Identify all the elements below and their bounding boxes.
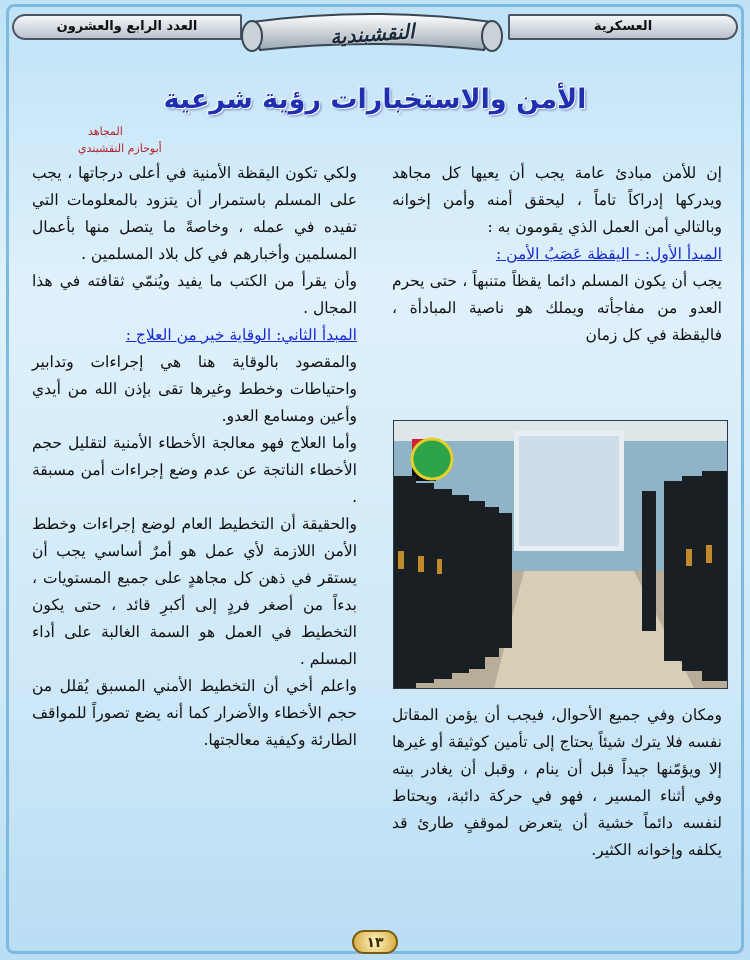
principle-one-heading: المبدأ الأول: - اليقظة عَصَبُ الأمن : (496, 245, 722, 263)
paragraph: والحقيقة أن التخطيط العام لوضع إجراءات وخطط الأمن اللازمة لأي عمل هو أمرٌ أساسي يجب أن يستقر في ذهن كل مجاهدٍ على جميع المستويات ، بدءاً من أصغر فردٍ إلى أكبرِ قائد ، حتى يكون التخطيط في العمل هو السمة الغالبة على أداء المسلم . (32, 515, 357, 668)
paragraph: ولكي تكون اليقظة الأمنية في أعلى درجاتها ، يجب على المسلم باستمرار أن يتزود بالمعلومات التي تفيده في عمله ، وخاصةً ما يتصل منها بأعمال المسلمين وأخبارهم في كل بلاد المسلمين . (32, 164, 357, 263)
left-column (32, 160, 357, 754)
author-name: أبوحازم النقشبندي (78, 142, 162, 155)
paragraph: يجب أن يكون المسلم دائما يقظاً متنبهاً ، حتى يحرم العدو من مفاجأته ويملك هو ناصية المبادأة ، فاليقظة في كل زمان (392, 272, 722, 344)
issue-banner (12, 14, 242, 40)
author-title: المجاهد (88, 125, 123, 138)
paragraph: ومكان وفي جميع الأحوال، فيجب أن يؤمن المقاتل نفسه فلا يترك شيئاً يحتاج إلى تأمين كوثيقة أو غيرها إلا ويؤمّنها جيداً قبل أن ينام ، وقبل أن يغادر بيته وفي أثناء المسير ، فهو في حركة دائبة، ويحتاط لنفسه دائماً خشية أن يتعرض لموقفٍ طارئ قد يكلفه وإخوانه الكثير. (392, 706, 722, 859)
page-number: ١٣ (352, 930, 398, 954)
issue-label: العدد الرابع والعشرون (56, 19, 198, 34)
section-banner (508, 14, 738, 40)
right-column-top (392, 160, 722, 349)
logo-text: النقشبندية (329, 19, 415, 49)
training-photo (393, 420, 728, 689)
magazine-logo (222, 8, 522, 60)
paragraph: واعلم أخي أن التخطيط الأمني المسبق يُقلل من حجم الأخطاء والأضرار كما أنه يضع تصوراً للمواقف الطارئة وكيفية معالجتها. (32, 677, 357, 749)
paragraph: إن للأمن مبادئ عامة يجب أن يعيها كل مجاهد ويدركها إدراكاً تاماً ، ليحقق أمنه وأمن إخوانه وبالتالي أمن العمل الذي يقومون به : (392, 164, 722, 236)
paragraph: والمقصود بالوقاية هنا هي إجراءات وتدابير واحتياطات وخطط وغيرها تقى بإذن الله من أيدي وأعين ومسامع العدو. (32, 353, 357, 425)
right-column-bottom (392, 702, 722, 864)
principle-two-heading: المبدأ الثاني: الوقاية خير من العلاج : (125, 326, 357, 344)
paragraph: وأن يقرأ من الكتب ما يفيد ويُنمّي ثقافته في هذا المجال . (32, 272, 357, 317)
paragraph: وأما العلاج فهو معالجة الأخطاء الأمنية لتقليل حجم الأخطاء الناتجة عن عدم وضع إجراءات أمن مسبقة . (32, 434, 357, 506)
article-title: الأمن والاستخبارات رؤية شرعية (163, 84, 587, 115)
training-scene-image (394, 421, 727, 688)
section-label: العسكرية (593, 19, 653, 34)
